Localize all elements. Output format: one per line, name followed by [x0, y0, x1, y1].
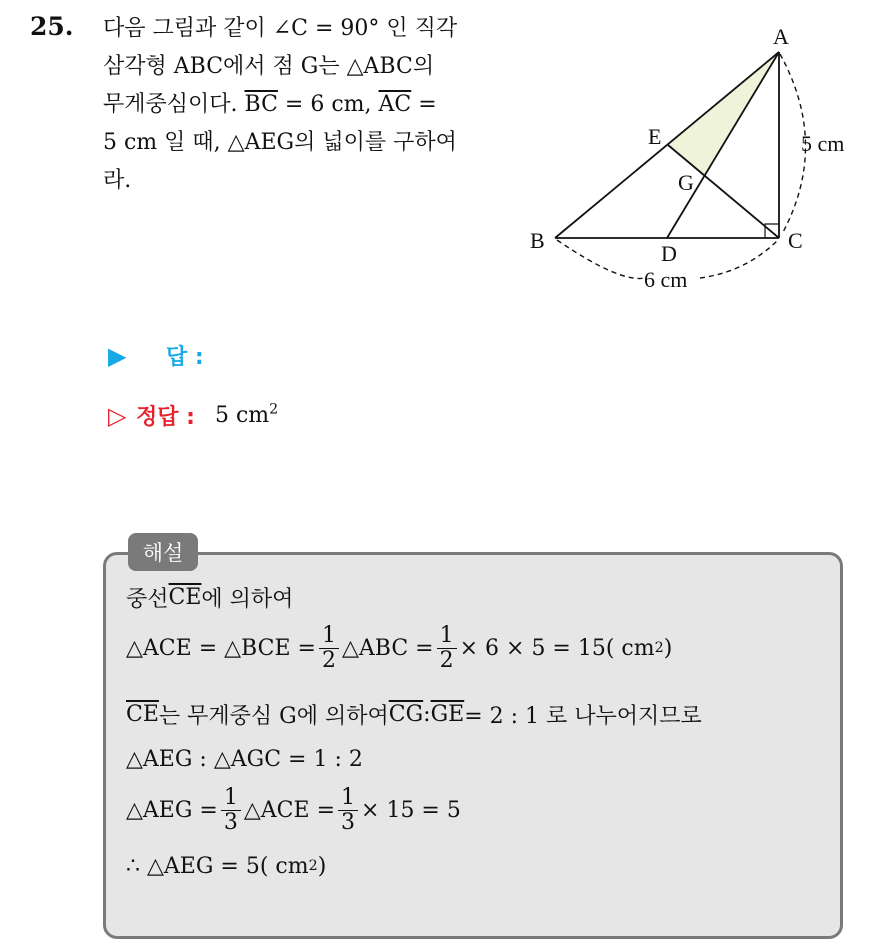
answer-label: 답 : — [166, 345, 204, 370]
point-label: D — [661, 241, 677, 266]
segment-ac: $\overline{AC}$ — [378, 92, 412, 117]
question-line: 라. — [103, 168, 132, 193]
numerator: 1 — [338, 786, 358, 810]
text-segment: 에 의하여 — [201, 586, 294, 612]
segment-ce: $\overline{CE}$ — [126, 701, 159, 727]
side-label-ac: 5 cm — [801, 131, 845, 156]
numerator: 1 — [437, 624, 457, 648]
answer-row — [108, 340, 204, 371]
triangle-lines — [555, 52, 779, 238]
numerator: 1 — [319, 624, 339, 648]
solution-lines — [126, 577, 830, 891]
outline-triangle-icon: ▷ — [108, 401, 127, 430]
text-segment: = — [411, 92, 437, 117]
question-line: 삼각형 ABC에서 점 G는 △ABC의 — [103, 54, 435, 79]
text-segment: △ACE = △BCE = — [126, 635, 316, 661]
text-segment: ) — [663, 635, 673, 661]
solution-line — [126, 779, 830, 841]
text-segment: × 15 = 5 — [361, 797, 461, 823]
point-label: G — [678, 170, 694, 195]
text-segment: △ABC = — [341, 635, 434, 661]
question-line: 5 cm 일 때, △AEG의 넓이를 구하여 — [103, 130, 457, 155]
dimension-arcs — [557, 54, 806, 279]
text-segment: 무게중심이다. — [103, 92, 245, 117]
solution-line — [126, 739, 830, 779]
text-segment: 는 무게중심 G에 의하여 — [158, 703, 389, 729]
fraction — [221, 786, 241, 833]
question-number: 25. — [30, 12, 74, 41]
fraction — [319, 624, 339, 671]
point-label: A — [773, 24, 789, 49]
point-label: B — [530, 228, 545, 253]
segment-ce: $\overline{CE}$ — [168, 584, 202, 610]
solution-badge: 해설 — [128, 533, 198, 571]
answer-value-text: 5 cm — [214, 403, 270, 428]
numerator: 1 — [221, 786, 241, 810]
text-segment: = 6 cm, — [277, 92, 379, 117]
text-segment: △ACE = — [243, 797, 336, 823]
question-line — [103, 86, 503, 124]
text-segment: = 2 : 1 로 나누어지므로 — [464, 703, 702, 729]
denominator: 3 — [223, 809, 238, 835]
correct-answer-row — [108, 400, 278, 431]
solution-line: ∴ △AEG = 5( cm 2 ) — [126, 853, 327, 879]
denominator: 2 — [439, 647, 454, 673]
point-label: E — [648, 124, 662, 149]
correct-answer-value — [215, 403, 278, 428]
denominator: 3 — [341, 809, 356, 835]
text-segment: ) — [317, 853, 327, 879]
text-segment: 중선 — [126, 586, 169, 612]
text-segment: ∴ △AEG = 5( cm — [126, 853, 309, 879]
solution-line: △ACE = △BCE = $\frac{1}{2}$ △ABC = $\frac{1}{2}$ × 6 × 5 = 15( cm 2 ) — [126, 623, 673, 673]
point-label: C — [788, 228, 803, 253]
question-line: 다음 그림과 같이 ∠C = 90° 인 직각 — [103, 16, 458, 41]
text-segment: : — [423, 701, 431, 727]
side-label-bc: 6 cm — [644, 267, 688, 292]
text-segment: × 6 × 5 = 15( cm — [459, 635, 655, 661]
solution-line — [126, 689, 830, 739]
play-triangle-icon: ▶ — [108, 341, 127, 370]
segment-ge: $\overline{GE}$ — [430, 701, 465, 727]
solution-line — [126, 577, 830, 617]
text-segment: △AEG = — [126, 797, 218, 823]
segment-cg: $\overline{CG}$ — [388, 701, 424, 727]
correct-answer-label: 정답 : — [136, 405, 195, 430]
question-text — [103, 10, 503, 200]
segment-bc: $\overline{BC}$ — [244, 92, 278, 117]
text-segment: △AEG : △AGC = 1 : 2 — [126, 746, 363, 772]
arc-bc-left — [557, 240, 645, 279]
denominator: 2 — [321, 647, 336, 673]
answer-value-sup: 2 — [269, 401, 279, 418]
arc-bc-right — [700, 241, 777, 278]
triangle-figure — [520, 20, 860, 300]
fraction — [338, 786, 358, 833]
solution-box — [103, 552, 843, 939]
fraction — [437, 624, 457, 671]
